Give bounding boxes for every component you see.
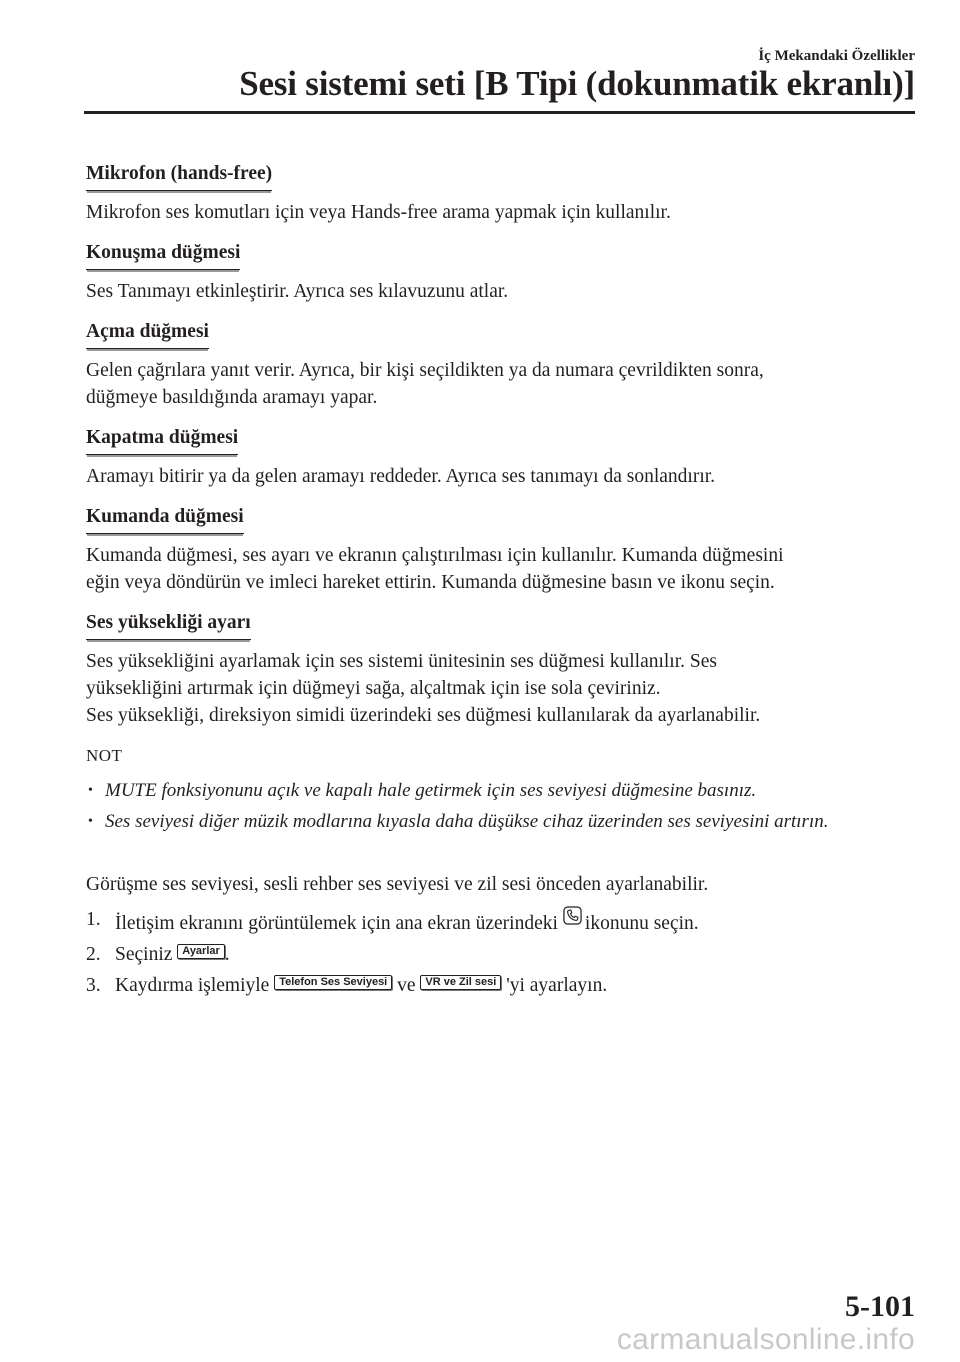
section-body <box>86 357 896 411</box>
watermark: carmanualsonline.info <box>616 1323 915 1356</box>
section-hangup-button <box>86 424 896 490</box>
step-text: Seçiniz <box>115 944 173 965</box>
section-body <box>86 542 896 596</box>
settings-button-label: Ayarlar <box>177 944 225 959</box>
step-text: . <box>224 944 230 965</box>
section-body: Aramayı bitirir ya da gelen aramayı reddeder. Ayrıca ses tanımayı da sonlandırır. <box>86 466 716 487</box>
section-heading: Açma düğmesi <box>86 318 209 349</box>
section-heading: Ses yüksekliği ayarı <box>86 609 251 640</box>
body-line: Ses yüksekliği, direksiyon simidi üzerindeki ses düğmesi kullanılarak da ayarlanabilir. <box>86 705 761 726</box>
phone-icon <box>563 906 582 925</box>
section-microphone <box>86 160 896 226</box>
step-number: 1. <box>86 909 101 930</box>
section-talk-button <box>86 239 896 305</box>
step-text: ve <box>397 975 416 996</box>
note-list <box>86 777 896 835</box>
step-text: 'yi ayarlayın. <box>506 975 608 996</box>
header-section-label: İç Mekandaki Özellikler <box>758 48 915 64</box>
body-line: yüksekliğini artırmak için düğmeyi sağa, alçaltmak için ise sola çeviriniz. <box>86 678 661 699</box>
step-text: ikonunu seçin. <box>584 913 699 934</box>
step-item <box>86 906 896 937</box>
section-heading: Konuşma düğmesi <box>86 239 240 270</box>
body-line: Ses yüksekliğini ayarlamak için ses sistemi ünitesinin ses düğmesi kullanılır. Ses <box>86 651 717 672</box>
section-heading: Kumanda düğmesi <box>86 503 244 534</box>
body-line: Kumanda düğmesi, ses ayarı ve ekranın çalıştırılması için kullanılır. Kumanda düğmesini <box>86 545 784 566</box>
header-rule <box>84 111 915 114</box>
page-title: Sesi sistemi seti [B Tipi (dokunmatik ekranlı)] <box>239 64 915 103</box>
step-number: 2. <box>86 944 101 965</box>
step-text: Kaydırma işlemiyle <box>115 975 270 996</box>
body-line: düğmeye basıldığında aramayı yapar. <box>86 387 378 408</box>
steps-list <box>86 906 896 999</box>
page-number: 5-101 <box>845 1290 915 1323</box>
section-answer-button <box>86 318 896 411</box>
main-content <box>86 160 896 1003</box>
body-line: Gelen çağrılara yanıt verir. Ayrıca, bir kişi seçildikten ya da numara çevrildikten sonra, <box>86 360 764 381</box>
step-number: 3. <box>86 975 101 996</box>
section-volume-adjustment <box>86 609 896 729</box>
section-body: Ses Tanımayı etkinleştirir. Ayrıca ses kılavuzunu atlar. <box>86 281 509 302</box>
section-body: Mikrofon ses komutları için veya Hands-free arama yapmak için kullanılır. <box>86 202 671 223</box>
vr-ringtone-button-label: VR ve Zil sesi <box>420 975 501 990</box>
section-body <box>86 648 896 729</box>
step-item <box>86 941 896 968</box>
step-text: İletişim ekranını görüntülemek için ana ekran üzerindeki <box>115 913 558 934</box>
phone-volume-button-label: Telefon Ses Seviyesi <box>274 975 392 990</box>
intro-text: Görüşme ses seviyesi, sesli rehber ses seviyesi ve zil sesi önceden ayarlanabilir. <box>86 874 709 895</box>
section-commander-knob <box>86 503 896 596</box>
note-label: NOT <box>86 746 123 765</box>
body-line: eğin veya döndürün ve imleci hareket ettirin. Kumanda düğmesine basın ve ikonu seçin. <box>86 572 775 593</box>
section-heading: Mikrofon (hands-free) <box>86 160 272 191</box>
note-item: • Ses seviyesi diğer müzik modlarına kıyasla daha düşükse cihaz üzerinden ses seviyesini artırın. <box>86 808 896 835</box>
section-heading: Kapatma düğmesi <box>86 424 238 455</box>
step-item <box>86 972 896 999</box>
note-item: • MUTE fonksiyonunu açık ve kapalı hale getirmek için ses seviyesi düğmesine basınız. <box>86 777 896 804</box>
